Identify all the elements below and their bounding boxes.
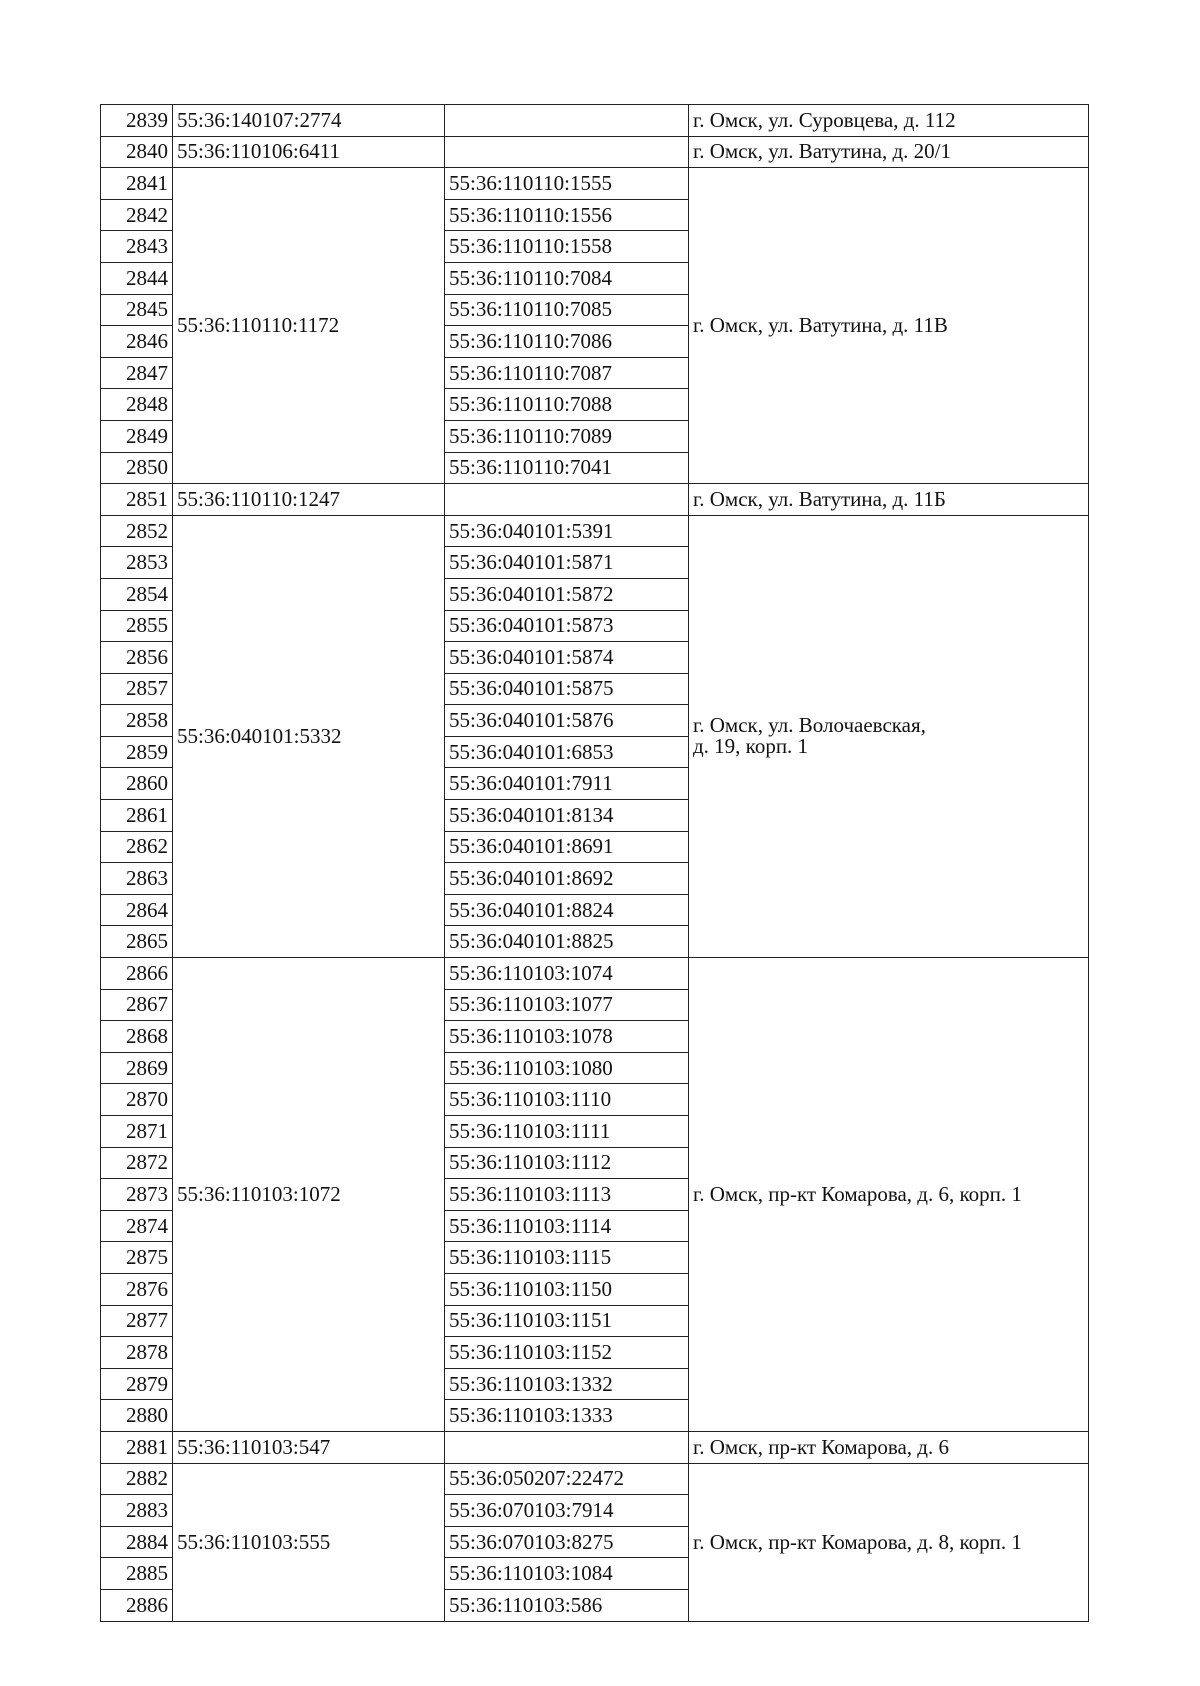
row-number: 2878 (101, 1337, 173, 1369)
object-cadastral-number (445, 136, 689, 168)
table-row (101, 168, 1089, 200)
object-cadastral-number: 55:36:110103:1084 (445, 1558, 689, 1590)
object-cadastral-number: 55:36:110103:1078 (445, 1021, 689, 1053)
row-number: 2883 (101, 1495, 173, 1527)
object-cadastral-number: 55:36:050207:22472 (445, 1463, 689, 1495)
land-cadastral-number: 55:36:110103:547 (173, 1431, 445, 1463)
address: г. Омск, ул. Суровцева, д. 112 (689, 105, 1089, 137)
object-cadastral-number: 55:36:110103:1074 (445, 958, 689, 990)
row-number: 2863 (101, 863, 173, 895)
object-cadastral-number (445, 1431, 689, 1463)
land-cadastral-number: 55:36:140107:2774 (173, 105, 445, 137)
row-number: 2870 (101, 1084, 173, 1116)
land-cadastral-number: 55:36:040101:5332 (173, 515, 445, 957)
object-cadastral-number: 55:36:110103:1112 (445, 1147, 689, 1179)
object-cadastral-number: 55:36:110103:1332 (445, 1368, 689, 1400)
object-cadastral-number: 55:36:040101:8824 (445, 894, 689, 926)
object-cadastral-number: 55:36:110103:1111 (445, 1116, 689, 1148)
object-cadastral-number: 55:36:110103:586 (445, 1589, 689, 1621)
row-number: 2857 (101, 673, 173, 705)
table-row (101, 136, 1089, 168)
object-cadastral-number: 55:36:040101:7911 (445, 768, 689, 800)
row-number: 2858 (101, 705, 173, 737)
row-number: 2874 (101, 1210, 173, 1242)
object-cadastral-number: 55:36:110103:1080 (445, 1052, 689, 1084)
table-row (101, 484, 1089, 516)
object-cadastral-number: 55:36:110103:1150 (445, 1273, 689, 1305)
object-cadastral-number: 55:36:040101:5872 (445, 578, 689, 610)
object-cadastral-number: 55:36:110110:7088 (445, 389, 689, 421)
object-cadastral-number: 55:36:040101:6853 (445, 736, 689, 768)
row-number: 2848 (101, 389, 173, 421)
row-number: 2886 (101, 1589, 173, 1621)
object-cadastral-number: 55:36:070103:7914 (445, 1495, 689, 1527)
row-number: 2864 (101, 894, 173, 926)
row-number: 2852 (101, 515, 173, 547)
table-row (101, 958, 1089, 990)
land-cadastral-number: 55:36:110103:555 (173, 1463, 445, 1621)
object-cadastral-number: 55:36:110110:1555 (445, 168, 689, 200)
row-number: 2882 (101, 1463, 173, 1495)
row-number: 2855 (101, 610, 173, 642)
row-number: 2865 (101, 926, 173, 958)
row-number: 2884 (101, 1526, 173, 1558)
address: г. Омск, пр-кт Комарова, д. 6, корп. 1 (689, 958, 1089, 1432)
row-number: 2868 (101, 1021, 173, 1053)
object-cadastral-number: 55:36:110110:7087 (445, 357, 689, 389)
table-row (101, 105, 1089, 137)
row-number: 2885 (101, 1558, 173, 1590)
row-number: 2881 (101, 1431, 173, 1463)
object-cadastral-number: 55:36:040101:8691 (445, 831, 689, 863)
address: г. Омск, ул. Ватутина, д. 20/1 (689, 136, 1089, 168)
row-number: 2845 (101, 294, 173, 326)
row-number: 2841 (101, 168, 173, 200)
object-cadastral-number: 55:36:040101:5391 (445, 515, 689, 547)
row-number: 2876 (101, 1273, 173, 1305)
row-number: 2873 (101, 1179, 173, 1211)
address: г. Омск, пр-кт Комарова, д. 6 (689, 1431, 1089, 1463)
row-number: 2846 (101, 326, 173, 358)
object-cadastral-number: 55:36:040101:8692 (445, 863, 689, 895)
address-line-1: г. Омск, ул. Волочаевская, (693, 713, 926, 738)
land-cadastral-number: 55:36:110106:6411 (173, 136, 445, 168)
row-number: 2875 (101, 1242, 173, 1274)
object-cadastral-number: 55:36:070103:8275 (445, 1526, 689, 1558)
address (689, 515, 1089, 957)
object-cadastral-number: 55:36:040101:8825 (445, 926, 689, 958)
address: г. Омск, пр-кт Комарова, д. 8, корп. 1 (689, 1463, 1089, 1621)
object-cadastral-number: 55:36:110103:1077 (445, 989, 689, 1021)
object-cadastral-number: 55:36:110103:1333 (445, 1400, 689, 1432)
object-cadastral-number: 55:36:110110:1558 (445, 231, 689, 263)
land-cadastral-number: 55:36:110103:1072 (173, 958, 445, 1432)
object-cadastral-number: 55:36:040101:5874 (445, 642, 689, 674)
land-cadastral-number: 55:36:110110:1247 (173, 484, 445, 516)
row-number: 2869 (101, 1052, 173, 1084)
object-cadastral-number: 55:36:110103:1110 (445, 1084, 689, 1116)
row-number: 2879 (101, 1368, 173, 1400)
table-row (101, 1431, 1089, 1463)
object-cadastral-number: 55:36:110110:7041 (445, 452, 689, 484)
row-number: 2862 (101, 831, 173, 863)
row-number: 2877 (101, 1305, 173, 1337)
object-cadastral-number: 55:36:110110:7086 (445, 326, 689, 358)
table-row (101, 1463, 1089, 1495)
object-cadastral-number: 55:36:110103:1151 (445, 1305, 689, 1337)
row-number: 2859 (101, 736, 173, 768)
object-cadastral-number: 55:36:110110:7084 (445, 262, 689, 294)
row-number: 2851 (101, 484, 173, 516)
object-cadastral-number: 55:36:110110:1556 (445, 199, 689, 231)
land-cadastral-number: 55:36:110110:1172 (173, 168, 445, 484)
object-cadastral-number (445, 484, 689, 516)
row-number: 2844 (101, 262, 173, 294)
object-cadastral-number: 55:36:110103:1115 (445, 1242, 689, 1274)
registry-table (100, 104, 1089, 1622)
object-cadastral-number: 55:36:040101:5875 (445, 673, 689, 705)
row-number: 2850 (101, 452, 173, 484)
row-number: 2867 (101, 989, 173, 1021)
row-number: 2839 (101, 105, 173, 137)
object-cadastral-number: 55:36:110110:7089 (445, 420, 689, 452)
object-cadastral-number: 55:36:040101:5876 (445, 705, 689, 737)
address: г. Омск, ул. Ватутина, д. 11В (689, 168, 1089, 484)
row-number: 2871 (101, 1116, 173, 1148)
object-cadastral-number: 55:36:040101:5873 (445, 610, 689, 642)
object-cadastral-number: 55:36:040101:8134 (445, 800, 689, 832)
row-number: 2880 (101, 1400, 173, 1432)
table-row (101, 515, 1089, 547)
row-number: 2843 (101, 231, 173, 263)
object-cadastral-number: 55:36:110103:1114 (445, 1210, 689, 1242)
address: г. Омск, ул. Ватутина, д. 11Б (689, 484, 1089, 516)
row-number: 2842 (101, 199, 173, 231)
address-line-2: д. 19, корп. 1 (693, 734, 809, 759)
row-number: 2856 (101, 642, 173, 674)
row-number: 2849 (101, 420, 173, 452)
row-number: 2861 (101, 800, 173, 832)
row-number: 2860 (101, 768, 173, 800)
row-number: 2854 (101, 578, 173, 610)
row-number: 2853 (101, 547, 173, 579)
object-cadastral-number: 55:36:110103:1152 (445, 1337, 689, 1369)
row-number: 2866 (101, 958, 173, 990)
row-number: 2872 (101, 1147, 173, 1179)
object-cadastral-number: 55:36:110110:7085 (445, 294, 689, 326)
row-number: 2847 (101, 357, 173, 389)
object-cadastral-number: 55:36:040101:5871 (445, 547, 689, 579)
row-number: 2840 (101, 136, 173, 168)
object-cadastral-number (445, 105, 689, 137)
object-cadastral-number: 55:36:110103:1113 (445, 1179, 689, 1211)
